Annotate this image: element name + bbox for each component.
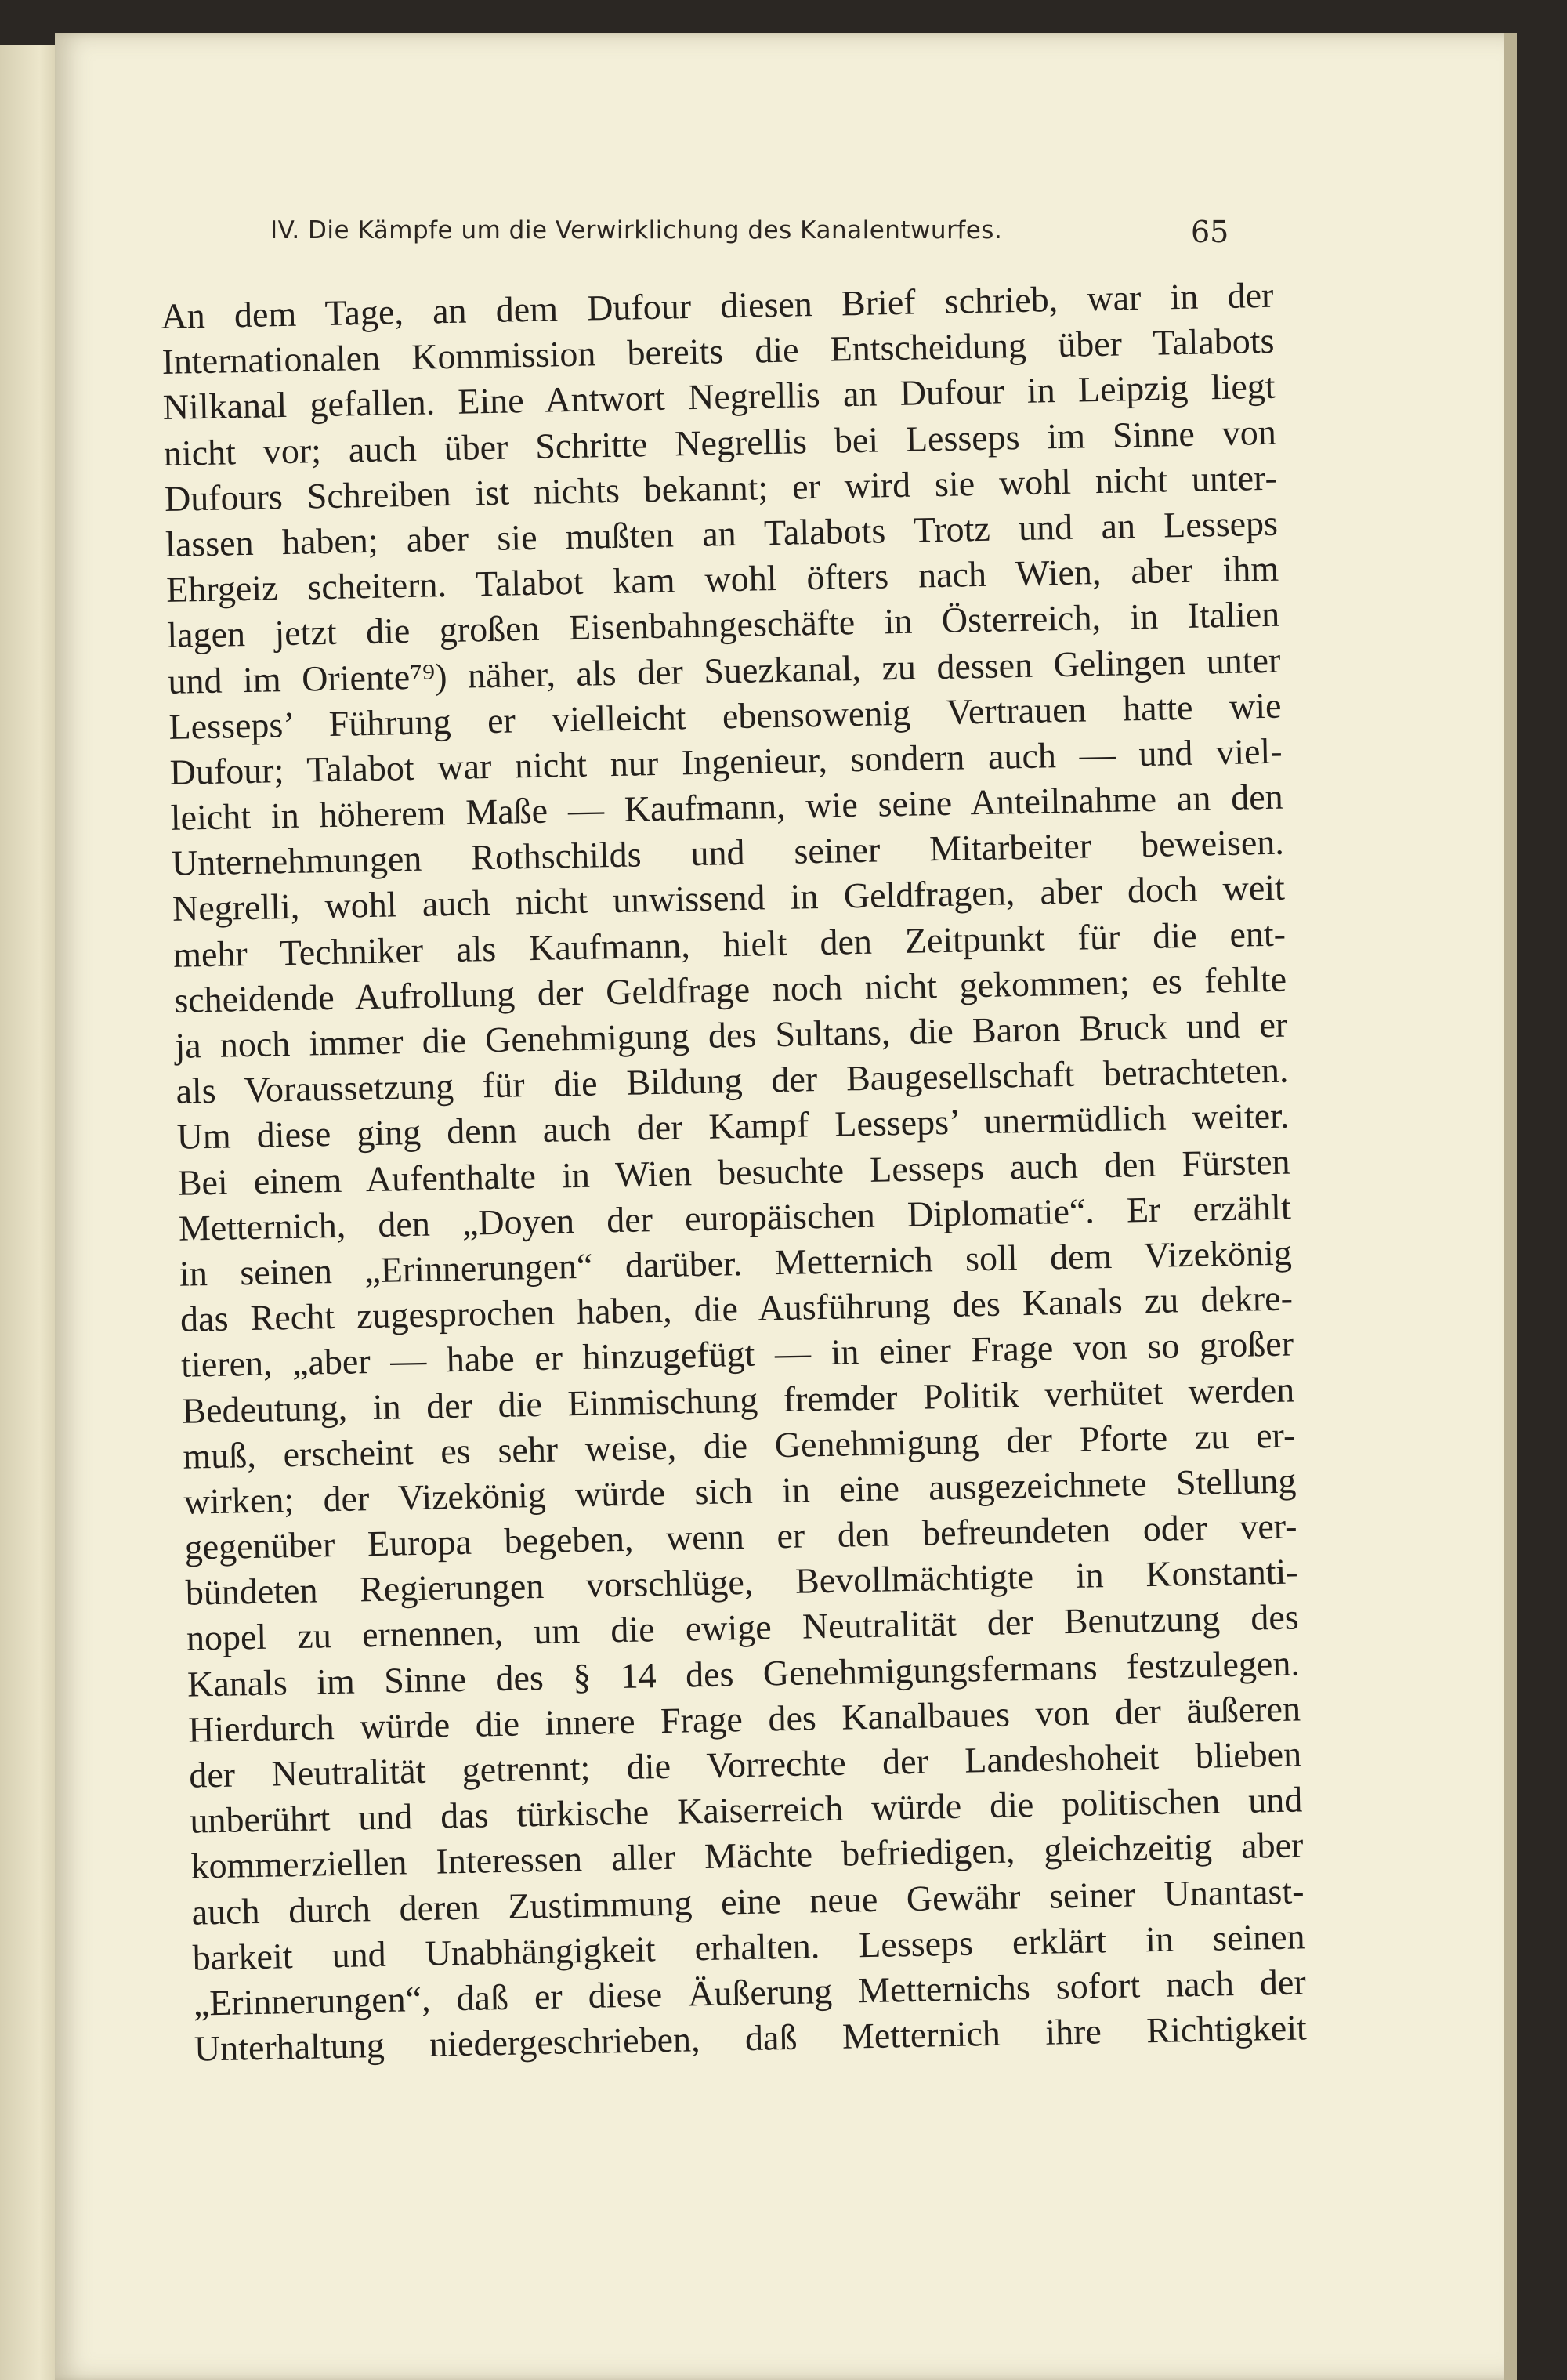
text-line: scheidende Aufrollung der Geldfrage noch nicht gekommen; es fehlte [173,958,1287,1020]
body-text [161,273,1307,2072]
text-line: Unternehmungen Rothschilds und seiner Mitarbeiter beweisen. [171,821,1285,884]
text-line: Nilkanal gefallen. Eine Antwort Negrellis an Dufour in Leipzig liegt [162,366,1276,428]
text-line: Kanals im Sinne des § 14 des Genehmigungsfermans festzulegen. [186,1643,1301,1704]
text-line: nicht vor; auch über Schritte Negrellis bei Lesseps im Sinne von [163,411,1277,473]
running-head: IV. Die Kämpfe um die Verwirklichung des Kanalentwurfes. [270,216,1003,245]
text-line: muß, erscheint es sehr weise, die Genehmigung der Pforte zu er- [182,1415,1296,1476]
text-line: als Voraussetzung für die Bildung der Baugesellschaft betrachteten. [176,1049,1289,1111]
text-line: auch durch deren Zustimmung eine neue Gewähr seiner Unantast- [191,1870,1305,1933]
text-line: Ehrgeiz scheitern. Talabot kam wohl öfters nach Wien, aber ihm [165,548,1279,610]
text-line: tieren, „aber — habe er hinzugefügt — in einer Frage von so großer [180,1323,1294,1386]
text-line: Unterhaltung niedergeschrieben, daß Metternich ihre Richtigkeit [194,2007,1308,2069]
text-line: bündeten Regierungen vorschlüge, Bevollmächtigte in Konstanti- [185,1551,1299,1613]
text-line: Lesseps’ Führung er vielleicht ebensowenig Vertrauen hatte wie [168,685,1282,747]
text-line: kommerziellen Interessen aller Mächte befriedigen, gleichzeitig aber [190,1824,1304,1887]
text-line: Dufour; Talabot war nicht nur Ingenieur, sondern auch — und viel- [169,730,1283,792]
text-line: ja noch immer die Genehmigung des Sultans, die Baron Bruck und er [174,1004,1288,1066]
text-line: Dufours Schreiben ist nichts bekannt; er wird sie wohl nicht unter- [164,457,1278,519]
text-line: und im Oriente⁷⁹) näher, als der Suezkanal, zu dessen Gelingen unter [167,639,1281,701]
text-line: Hierdurch würde die innere Frage des Kanalbaues von der äußeren [187,1688,1301,1750]
text-line: lagen jetzt die großen Eisenbahngeschäfte in Österreich, in Italien [166,593,1280,656]
text-line: in seinen „Erinnerungen“ darüber. Metternich soll dem Vizekönig [179,1232,1293,1294]
page-fore-edge [1504,33,1517,2380]
text-line: gegenüber Europa begeben, wenn er den befreundeten oder ver- [184,1505,1297,1567]
text-line: barkeit und Unabhängigkeit erhalten. Lesseps erklärt in seinen [192,1916,1305,1978]
text-line: das Recht zugesprochen haben, die Ausführung des Kanals zu dekre- [179,1277,1294,1339]
text-line: Internationalen Kommission bereits die Entscheidung über Talabots [161,320,1275,382]
text-line: leicht in höherem Maße — Kaufmann, wie seine Anteilnahme an den [170,776,1284,838]
text-line: lassen haben; aber sie mußten an Talabots Trotz und an Lesseps [165,502,1279,564]
page-number: 65 [1191,215,1229,249]
text-line: „Erinnerungen“, daß er diese Äußerung Metternichs sofort nach der [193,1962,1307,2023]
text-line: An dem Tage, an dem Dufour diesen Brief schrieb, war in der [161,274,1274,336]
text-line: Metternich, den „Doyen der europäischen Diplomatie“. Er erzählt [178,1186,1292,1248]
text-line: Bei einem Aufenthalte in Wien besuchte Lesseps auch den Fürsten [177,1141,1290,1203]
text-line: Um diese ging denn auch der Kampf Lesseps’ unermüdlich weiter. [176,1095,1290,1157]
text-line: wirken; der Vizekönig würde sich in eine ausgezeichnete Stellung [183,1460,1297,1522]
text-line: Bedeutung, in der die Einmischung fremder Politik verhütet werden [181,1368,1295,1431]
text-line: unberührt und das türkische Kaiserreich würde die politischen und [189,1779,1303,1841]
text-line: der Neutralität getrennt; die Vorrechte der Landeshoheit blieben [188,1733,1302,1795]
text-line: nopel zu ernennen, um die ewige Neutralität der Benutzung des [186,1596,1300,1659]
text-line: Negrelli, wohl auch nicht unwissend in Geldfragen, aber doch weit [172,868,1286,929]
text-line: mehr Techniker als Kaufmann, hielt den Zeitpunkt für die ent- [172,913,1287,975]
